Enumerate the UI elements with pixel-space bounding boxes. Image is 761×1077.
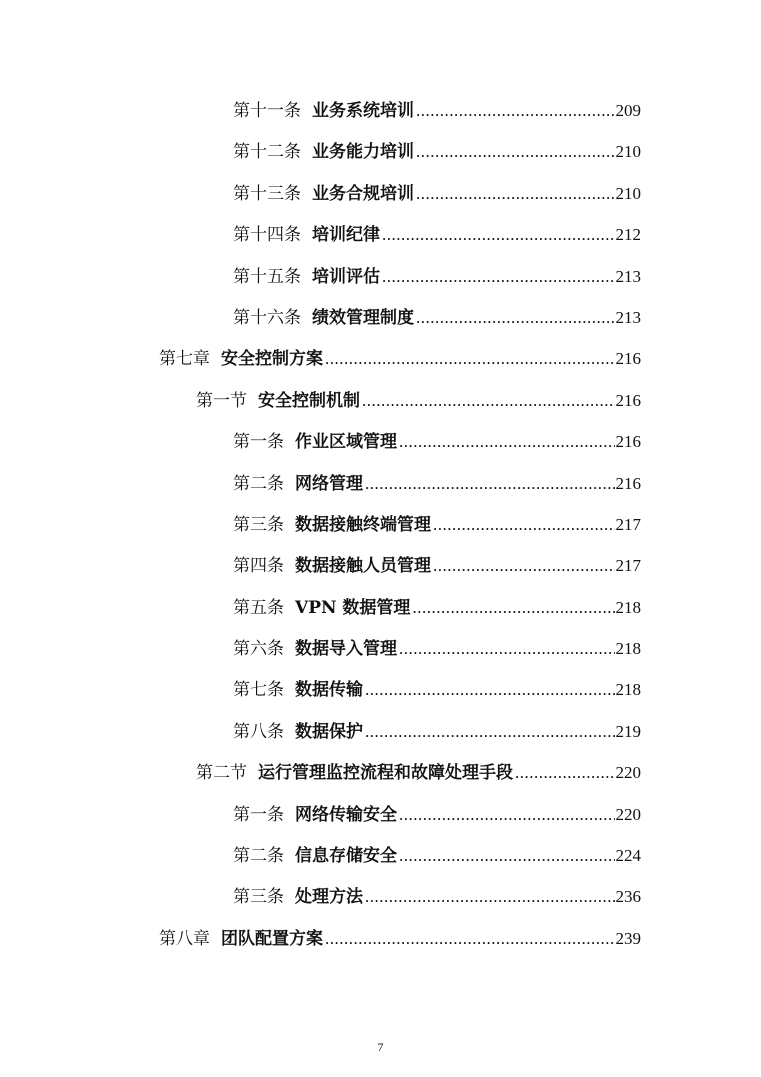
- toc-entry-number: 第七条: [233, 680, 284, 701]
- toc-entry-page: 239: [615, 928, 641, 948]
- toc-entry-number: 第六条: [233, 639, 284, 660]
- toc-entry-title: 数据保护: [295, 721, 363, 742]
- toc-entry[interactable]: [0, 840, 761, 881]
- toc-entry-number: 第七章: [159, 349, 210, 370]
- toc-entry-number: 第十三条: [233, 183, 301, 204]
- toc-section-entry[interactable]: [0, 385, 761, 426]
- toc-entry-title: 培训评估: [312, 266, 380, 287]
- toc-entry-title: 网络传输安全: [295, 804, 397, 825]
- toc-entry-title: 培训纪律: [312, 225, 380, 246]
- toc-leader-dots: [416, 97, 615, 125]
- toc-entry-page: 220: [615, 804, 641, 824]
- toc-leader-dots: [365, 718, 615, 746]
- toc-entry-page: 209: [615, 101, 641, 120]
- toc-entry[interactable]: [0, 261, 761, 302]
- toc-leader-dots: [399, 635, 615, 663]
- toc-entry-page: 224: [615, 846, 641, 866]
- toc-leader-dots: [382, 221, 615, 249]
- toc-entry-page: 213: [615, 266, 641, 286]
- table-of-contents: [0, 95, 761, 964]
- toc-entry-page: 217: [615, 556, 641, 576]
- toc-entry-title: 数据导入管理: [295, 639, 397, 660]
- toc-entry-page: 220: [615, 763, 641, 783]
- toc-entry-title: 网络管理: [295, 473, 363, 494]
- toc-leader-dots: [399, 842, 615, 870]
- toc-leader-dots: [382, 263, 615, 291]
- toc-entry-page: 219: [615, 721, 641, 741]
- toc-entry-number: 第八章: [159, 928, 210, 949]
- toc-entry-number: 第二条: [233, 473, 284, 494]
- toc-entry[interactable]: [0, 674, 761, 715]
- toc-entry[interactable]: [0, 302, 761, 343]
- toc-entry-page: 216: [615, 432, 641, 452]
- toc-chapter-entry[interactable]: [0, 923, 761, 964]
- toc-chapter-entry[interactable]: [0, 343, 761, 384]
- toc-entry-title: 安全控制机制: [258, 390, 360, 411]
- toc-leader-dots: [515, 759, 615, 787]
- toc-entry-number: 第三条: [233, 887, 284, 908]
- toc-entry-title: 数据接触人员管理: [295, 556, 431, 577]
- toc-entry[interactable]: [0, 426, 761, 467]
- toc-entry-page: 216: [615, 349, 641, 369]
- toc-entry-number: 第一条: [233, 432, 284, 453]
- toc-leader-dots: [416, 180, 615, 208]
- toc-entry[interactable]: [0, 136, 761, 177]
- toc-entry-page: 210: [615, 183, 641, 203]
- toc-entry-title: 业务系统培训: [312, 101, 414, 121]
- toc-entry-title: 作业区域管理: [295, 432, 397, 453]
- toc-leader-dots: [365, 470, 615, 498]
- toc-entry-page: 210: [615, 142, 641, 162]
- toc-leader-dots: [325, 925, 615, 953]
- toc-entry-title: 数据接触终端管理: [295, 514, 431, 535]
- toc-entry-title: 处理方法: [295, 887, 363, 908]
- toc-entry-number: 第十一条: [233, 101, 301, 121]
- toc-leader-dots: [362, 387, 615, 415]
- toc-entry-number: 第二节: [196, 763, 247, 784]
- toc-entry-title: 团队配置方案: [221, 928, 323, 949]
- toc-leader-dots: [365, 676, 615, 704]
- toc-entry-number: 第八条: [233, 721, 284, 742]
- toc-entry-number: 第三条: [233, 514, 284, 535]
- toc-entry[interactable]: [0, 95, 761, 136]
- toc-entry-page: 216: [615, 473, 641, 493]
- toc-entry-title: VPN 数据管理: [295, 597, 411, 618]
- toc-entry[interactable]: [0, 219, 761, 260]
- toc-entry-number: 第十四条: [233, 225, 301, 246]
- toc-entry-number: 第一节: [196, 390, 247, 411]
- toc-entry-title: 运行管理监控流程和故障处理手段: [258, 763, 513, 784]
- toc-entry-title: 安全控制方案: [221, 349, 323, 370]
- toc-entry[interactable]: [0, 716, 761, 757]
- toc-entry-page: 213: [615, 307, 641, 327]
- toc-entry-page: 217: [615, 514, 641, 534]
- toc-section-entry[interactable]: [0, 757, 761, 798]
- toc-entry-number: 第四条: [233, 556, 284, 577]
- toc-entry-number: 第十五条: [233, 266, 301, 287]
- toc-leader-dots: [433, 511, 615, 539]
- toc-entry-page: 216: [615, 390, 641, 410]
- toc-leader-dots: [365, 883, 615, 911]
- toc-entry-page: 212: [615, 225, 641, 245]
- toc-entry[interactable]: [0, 592, 761, 633]
- toc-entry[interactable]: [0, 468, 761, 509]
- toc-entry[interactable]: [0, 633, 761, 674]
- toc-entry-page: 218: [615, 639, 641, 659]
- toc-leader-dots: [433, 552, 615, 580]
- toc-entry-title: 业务能力培训: [312, 142, 414, 163]
- toc-entry-page: 218: [615, 597, 641, 617]
- toc-entry-number: 第五条: [233, 597, 284, 618]
- toc-leader-dots: [399, 428, 615, 456]
- toc-entry[interactable]: [0, 509, 761, 550]
- toc-entry[interactable]: [0, 881, 761, 922]
- toc-entry-title: 数据传输: [295, 680, 363, 701]
- toc-entry-number: 第二条: [233, 846, 284, 867]
- toc-leader-dots: [399, 801, 615, 829]
- toc-entry-number: 第一条: [233, 804, 284, 825]
- toc-entry[interactable]: [0, 799, 761, 840]
- toc-leader-dots: [416, 138, 615, 166]
- toc-entry[interactable]: [0, 178, 761, 219]
- toc-leader-dots: [412, 594, 614, 622]
- page-number: 7: [377, 1040, 384, 1054]
- toc-entry-title: 绩效管理制度: [312, 307, 414, 328]
- toc-leader-dots: [416, 304, 615, 332]
- toc-entry-title: 业务合规培训: [312, 183, 414, 204]
- toc-entry-page: 236: [615, 887, 641, 907]
- toc-leader-dots: [325, 345, 615, 373]
- toc-entry-number: 第十六条: [233, 307, 301, 328]
- toc-entry-number: 第十二条: [233, 142, 301, 163]
- toc-entry-page: 218: [615, 680, 641, 700]
- toc-entry-title: 信息存储安全: [295, 846, 397, 867]
- toc-entry[interactable]: [0, 550, 761, 591]
